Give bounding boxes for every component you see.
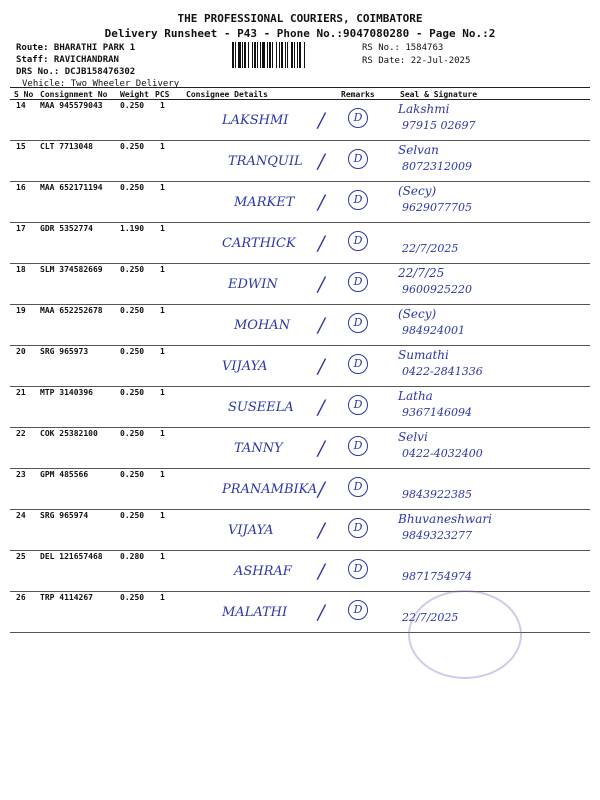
consignee-name: MOHAN	[234, 318, 291, 333]
cell-sno: 23	[16, 470, 26, 479]
consignee-name: VIJAYA	[222, 359, 268, 374]
remark-mark: D	[348, 190, 368, 210]
cell-weight: 0.250	[120, 593, 145, 602]
signature-phone: 9600925220	[402, 283, 472, 296]
consignee-name: CARTHICK	[222, 236, 296, 251]
table-row	[10, 264, 590, 305]
cell-sno: 21	[16, 388, 26, 397]
cell-pcs: 1	[160, 306, 165, 315]
cell-pcs: 1	[160, 347, 165, 356]
delivered-tick: /	[318, 190, 325, 214]
signature-phone: 9871754974	[402, 570, 472, 583]
cell-pcs: 1	[160, 142, 165, 151]
signature: Selvan	[398, 143, 439, 157]
cell-weight: 0.250	[120, 347, 145, 356]
cell-sno: 15	[16, 142, 26, 151]
cell-weight: 0.250	[120, 306, 145, 315]
cell-weight: 0.250	[120, 101, 145, 110]
cell-sno: 17	[16, 224, 26, 233]
consignee-name: MALATHI	[222, 605, 288, 620]
cell-pcs: 1	[160, 101, 165, 110]
cell-pcs: 1	[160, 593, 165, 602]
remark-mark: D	[348, 395, 368, 415]
cell-consignment-no: MAA 945579043	[40, 101, 103, 110]
signature: Bhuvaneshwari	[398, 512, 492, 526]
cell-weight: 0.250	[120, 511, 145, 520]
signature-phone: 22/7/2025	[402, 611, 459, 624]
delivered-tick: /	[318, 395, 325, 419]
cell-pcs: 1	[160, 511, 165, 520]
route-label: Route: BHARATHI PARK 1	[16, 43, 136, 53]
delivered-tick: /	[318, 477, 325, 501]
cell-weight: 0.250	[120, 183, 145, 192]
drs-label: DRS No.: DCJB158476302	[16, 67, 136, 77]
consignee-name: EDWIN	[228, 277, 278, 292]
remark-mark: D	[348, 108, 368, 128]
cell-pcs: 1	[160, 470, 165, 479]
signature-phone: 8072312009	[402, 160, 472, 173]
remark-mark: D	[348, 313, 368, 333]
cell-pcs: 1	[160, 265, 165, 274]
vehicle-label: Vehicle: Two Wheeler Delivery	[22, 79, 180, 89]
signature-phone: 9629077705	[402, 201, 472, 214]
cell-consignment-no: MAA 652252678	[40, 306, 103, 315]
table-row	[10, 469, 590, 510]
table-row	[10, 305, 590, 346]
delivered-tick: /	[318, 559, 325, 583]
delivered-tick: /	[318, 149, 325, 173]
remark-mark: D	[348, 518, 368, 538]
cell-weight: 1.190	[120, 224, 145, 233]
table-row	[10, 551, 590, 592]
delivered-tick: /	[318, 354, 325, 378]
table-row	[10, 141, 590, 182]
rs-number: RS No.: 1584763	[362, 43, 444, 53]
cell-sno: 20	[16, 347, 26, 356]
table-row	[10, 510, 590, 551]
cell-sno: 24	[16, 511, 26, 520]
barcode	[232, 42, 354, 68]
cell-consignment-no: COK 25382100	[40, 429, 98, 438]
cell-pcs: 1	[160, 552, 165, 561]
cell-weight: 0.250	[120, 265, 145, 274]
cell-consignment-no: MTP 3140396	[40, 388, 93, 397]
table-row	[10, 387, 590, 428]
signature-phone: 0422-4032400	[402, 447, 483, 460]
signature-phone: 9367146094	[402, 406, 472, 419]
company-title: THE PROFESSIONAL COURIERS, COIMBATORE	[177, 12, 423, 25]
consignee-name: MARKET	[234, 195, 295, 210]
signature: Selvi	[398, 430, 428, 444]
consignee-name: TANNY	[234, 441, 283, 456]
runsheet-subtitle: Delivery Runsheet - P43 - Phone No.:9047080280 - Page No.:2	[104, 27, 496, 40]
cell-consignment-no: TRP 4114267	[40, 593, 93, 602]
signature-phone: 9849323277	[402, 529, 472, 542]
table-row	[10, 100, 590, 141]
delivered-tick: /	[318, 272, 325, 296]
cell-consignment-no: SRG 965973	[40, 347, 89, 356]
cell-consignment-no: SLM 374582669	[40, 265, 103, 274]
staff-label: Staff: RAVICHANDRAN	[16, 55, 119, 65]
cell-sno: 14	[16, 101, 26, 110]
table-row	[10, 182, 590, 223]
cell-consignment-no: GPM 485566	[40, 470, 89, 479]
delivery-stamp	[408, 590, 522, 679]
signature-phone: 0422-2841336	[402, 365, 483, 378]
remark-mark: D	[348, 149, 368, 169]
cell-sno: 22	[16, 429, 26, 438]
delivered-tick: /	[318, 600, 325, 624]
header-top-rule	[10, 87, 590, 88]
signature-phone: 97915 02697	[402, 119, 476, 132]
cell-sno: 16	[16, 183, 26, 192]
consignee-name: VIJAYA	[228, 523, 274, 538]
cell-consignment-no: DEL 121657468	[40, 552, 103, 561]
remark-mark: D	[348, 272, 368, 292]
cell-weight: 0.280	[120, 552, 145, 561]
col-consignment: Consignment No	[40, 90, 108, 99]
col-weight: Weight	[120, 90, 149, 99]
cell-sno: 25	[16, 552, 26, 561]
delivered-tick: /	[318, 436, 325, 460]
delivered-tick: /	[318, 518, 325, 542]
remark-mark: D	[348, 600, 368, 620]
col-remarks: Remarks	[341, 90, 375, 99]
cell-weight: 0.250	[120, 388, 145, 397]
remark-mark: D	[348, 354, 368, 374]
consignee-name: SUSEELA	[228, 400, 294, 415]
signature-phone: 984924001	[402, 324, 465, 337]
col-seal-signature: Seal & Signature	[400, 90, 478, 99]
cell-pcs: 1	[160, 224, 165, 233]
remark-mark: D	[348, 477, 368, 497]
cell-pcs: 1	[160, 388, 165, 397]
cell-consignment-no: CLT 7713048	[40, 142, 93, 151]
signature-phone: 22/7/2025	[402, 242, 459, 255]
cell-consignment-no: GDR 5352774	[40, 224, 93, 233]
cell-pcs: 1	[160, 429, 165, 438]
signature: (Secy)	[398, 184, 437, 198]
signature: Lakshmi	[398, 102, 450, 116]
col-pcs: PCS	[155, 90, 170, 99]
table-row	[10, 346, 590, 387]
signature: Latha	[398, 389, 433, 403]
table-row	[10, 428, 590, 469]
cell-sno: 26	[16, 593, 26, 602]
cell-weight: 0.250	[120, 470, 145, 479]
col-consignee: Consignee Details	[186, 90, 268, 99]
cell-sno: 18	[16, 265, 26, 274]
cell-weight: 0.250	[120, 429, 145, 438]
delivered-tick: /	[318, 231, 325, 255]
cell-pcs: 1	[160, 183, 165, 192]
rs-date: RS Date: 22-Jul-2025	[362, 56, 471, 66]
signature: (Secy)	[398, 307, 437, 321]
consignee-name: TRANQUIL	[228, 154, 303, 169]
cell-consignment-no: SRG 965974	[40, 511, 89, 520]
consignee-name: LAKSHMI	[222, 113, 289, 128]
delivered-tick: /	[318, 108, 325, 132]
signature: Sumathi	[398, 348, 449, 362]
remark-mark: D	[348, 231, 368, 251]
signature: 22/7/25	[398, 266, 445, 280]
cell-consignment-no: MAA 652171194	[40, 183, 103, 192]
remark-mark: D	[348, 436, 368, 456]
signature-phone: 9843922385	[402, 488, 472, 501]
delivered-tick: /	[318, 313, 325, 337]
table-row	[10, 223, 590, 264]
remark-mark: D	[348, 559, 368, 579]
col-sno: S No	[14, 90, 34, 99]
cell-sno: 19	[16, 306, 26, 315]
consignee-name: PRANAMBIKA	[222, 482, 318, 497]
consignee-name: ASHRAF	[234, 564, 292, 579]
cell-weight: 0.250	[120, 142, 145, 151]
